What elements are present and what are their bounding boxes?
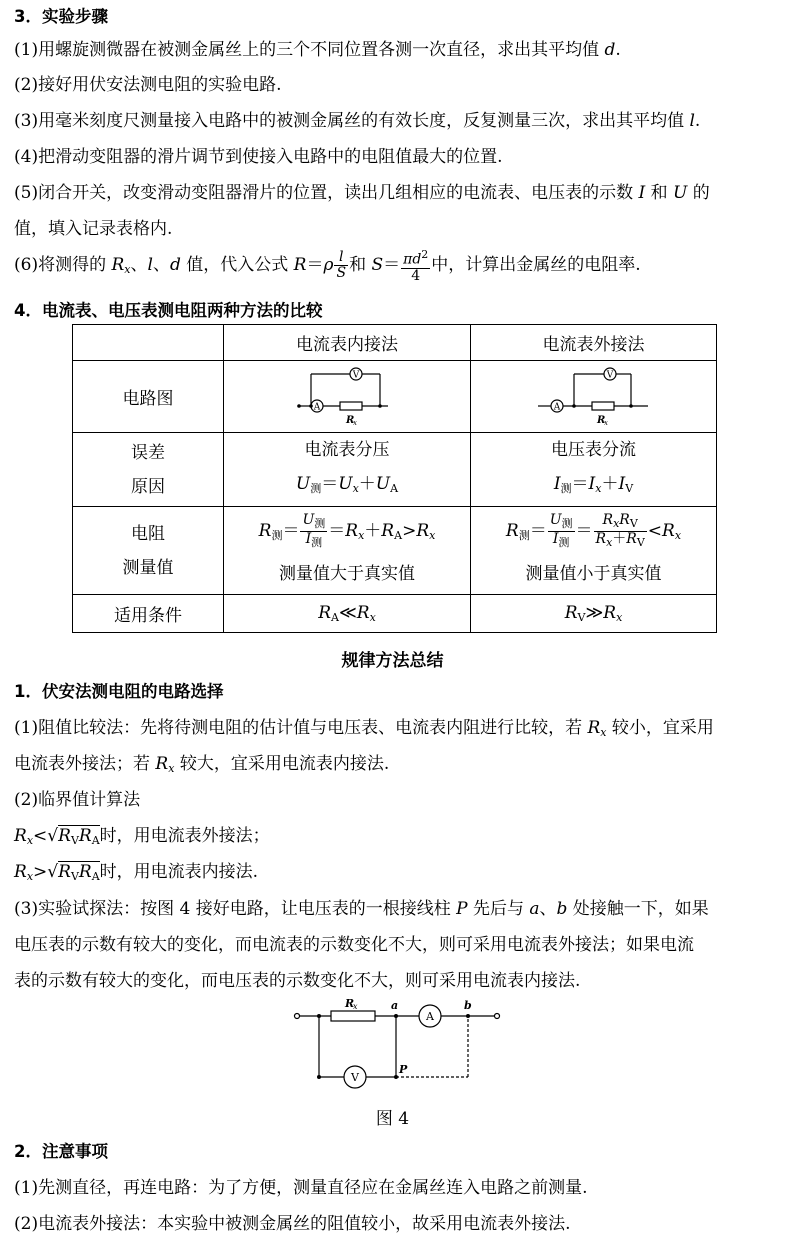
inner-cause: $U_测=U_x+U_A$ — [295, 474, 399, 495]
svg-text:P: P — [399, 1063, 408, 1076]
inner-condition: $R_A≪R_x$ — [224, 595, 471, 633]
inner-error: 电流表分压 — [304, 440, 390, 460]
figure-4-caption: 图 4 — [375, 1109, 410, 1129]
outer-circuit-svg — [534, 361, 654, 427]
inner-result: 测量值大于真实值 — [279, 564, 415, 584]
section-4-title: 4．电流表、电压表测电阻两种方法的比较 — [14, 301, 323, 320]
figure-4-circuit — [285, 995, 505, 1095]
svg-text:a: a — [391, 999, 399, 1012]
svg-text:A: A — [313, 402, 321, 413]
step-5-cont: 值，填入记录表格内. — [14, 219, 173, 239]
note-2: (2)电流表外接法：本实验中被测金属丝的阻值较小，故采用电流表外接法. — [14, 1214, 571, 1234]
outer-measure-formula: $R_测=$ $\frac{U_测}{I_测}$ ＝ $\frac{R_xR_V}{R_x+R_V}$ $<R_x$ — [505, 512, 682, 549]
outer-condition: $R_V≫R_x$ — [471, 595, 717, 633]
criterion-external: $R_x<√R_VR_A$时，用电流表外接法； — [14, 826, 270, 847]
outer-error: 电压表分流 — [551, 440, 636, 460]
summary-title-2: 2．注意事项 — [14, 1142, 108, 1161]
summary-p3: (3)实验试探法：按图 4 接好电路，让电压表的一根接线柱 P 先后与 a、b 处接触一下，如果 — [14, 899, 709, 919]
svg-text:x: x — [603, 419, 608, 427]
row-measured: 测量值 — [122, 557, 174, 578]
step-6: (6)将测得的 $R_x$、l、d 值，代入公式 R＝ρ $\frac{l}{S}$ 和 S＝ $\frac{\pi d^2}{4}$ 中，计算出金属丝的电阻率. — [14, 248, 641, 284]
svg-text:x: x — [353, 1002, 358, 1011]
sqrt-icon: √ — [47, 862, 59, 882]
note-1: (1)先测直径，再连电路：为了方便，测量直径应在金属丝连入电路之前测量. — [14, 1178, 588, 1198]
outer-circuit-diagram — [471, 361, 717, 433]
formula-pi-d2-over-4: $\frac{\pi d^2}{4}$ — [403, 248, 429, 284]
svg-text:V: V — [351, 1071, 359, 1084]
step-1: (1)用螺旋测微器在被测金属丝上的三个不同位置各测一次直径，求出其平均值 d. — [14, 40, 621, 60]
comparison-table — [72, 324, 717, 633]
svg-text:V: V — [352, 370, 360, 381]
svg-text:b: b — [464, 999, 472, 1012]
svg-text:A: A — [553, 402, 560, 413]
svg-text:x: x — [353, 419, 357, 427]
svg-text:A: A — [426, 1010, 434, 1023]
step-3: (3)用毫米刻度尺测量接入电路中的被测金属丝的有效长度，反复测量三次，求出其平均值 l. — [14, 111, 701, 131]
svg-text:R: R — [345, 997, 355, 1010]
summary-heading: 规律方法总结 — [341, 651, 444, 671]
summary-p2: (2)临界值计算法 — [14, 790, 141, 810]
inner-circuit-diagram — [224, 361, 471, 433]
sqrt-icon: √ — [47, 826, 59, 846]
outer-result: 测量值小于真实值 — [525, 564, 662, 584]
inner-circuit-svg — [292, 361, 402, 427]
svg-text:R: R — [346, 415, 355, 426]
summary-p3-cont1: 电压表的示数有较大的变化，而电流表的示数变化不大，则可采用电流表外接法；如果电流 — [14, 935, 694, 955]
summary-p3-cont2: 表的示数有较大的变化，而电压表的示数变化不大，则可采用电流表内接法. — [14, 971, 581, 991]
col-outer: 电流表外接法 — [471, 325, 717, 361]
inner-measure-formula: $R_测=$ $\frac{U_测}{I_测}$ $=R_x+R_A>R_x$ — [258, 512, 436, 549]
col-inner: 电流表内接法 — [224, 325, 471, 361]
row-resistance: 电阻 — [131, 523, 165, 544]
svg-text:R: R — [596, 415, 605, 426]
summary-p1: (1)阻值比较法：先将待测电阻的估计值与电压表、电流表内阻进行比较，若 $R_x$ 较小，宜采用 — [14, 718, 714, 739]
svg-text:V: V — [606, 370, 613, 381]
summary-p1-cont: 电流表外接法；若 $R_x$ 较大，宜采用电流表内接法. — [14, 754, 390, 775]
step-2: (2)接好用伏安法测电阻的实验电路. — [14, 75, 282, 95]
summary-title-1: 1．伏安法测电阻的电路选择 — [14, 682, 224, 701]
row-circuit: 电路图 — [73, 361, 224, 433]
row-error: 误差 — [131, 442, 165, 463]
step-5: (5)闭合开关，改变滑动变阻器滑片的位置，读出几组相应的电流表、电压表的示数 I 和 U 的 — [14, 183, 710, 203]
section-3-title: 3．实验步骤 — [14, 7, 108, 26]
row-cause: 原因 — [131, 476, 165, 497]
step-4: (4)把滑动变阻器的滑片调节到使接入电路中的电阻值最大的位置. — [14, 147, 503, 167]
row-condition: 适用条件 — [73, 595, 224, 633]
criterion-internal: $R_x>√R_VR_A$时，用电流表内接法. — [14, 862, 259, 883]
formula-l-over-s: $\frac{l}{S}$ — [336, 249, 347, 281]
outer-cause: $I_测=I_x+I_V$ — [553, 474, 634, 495]
